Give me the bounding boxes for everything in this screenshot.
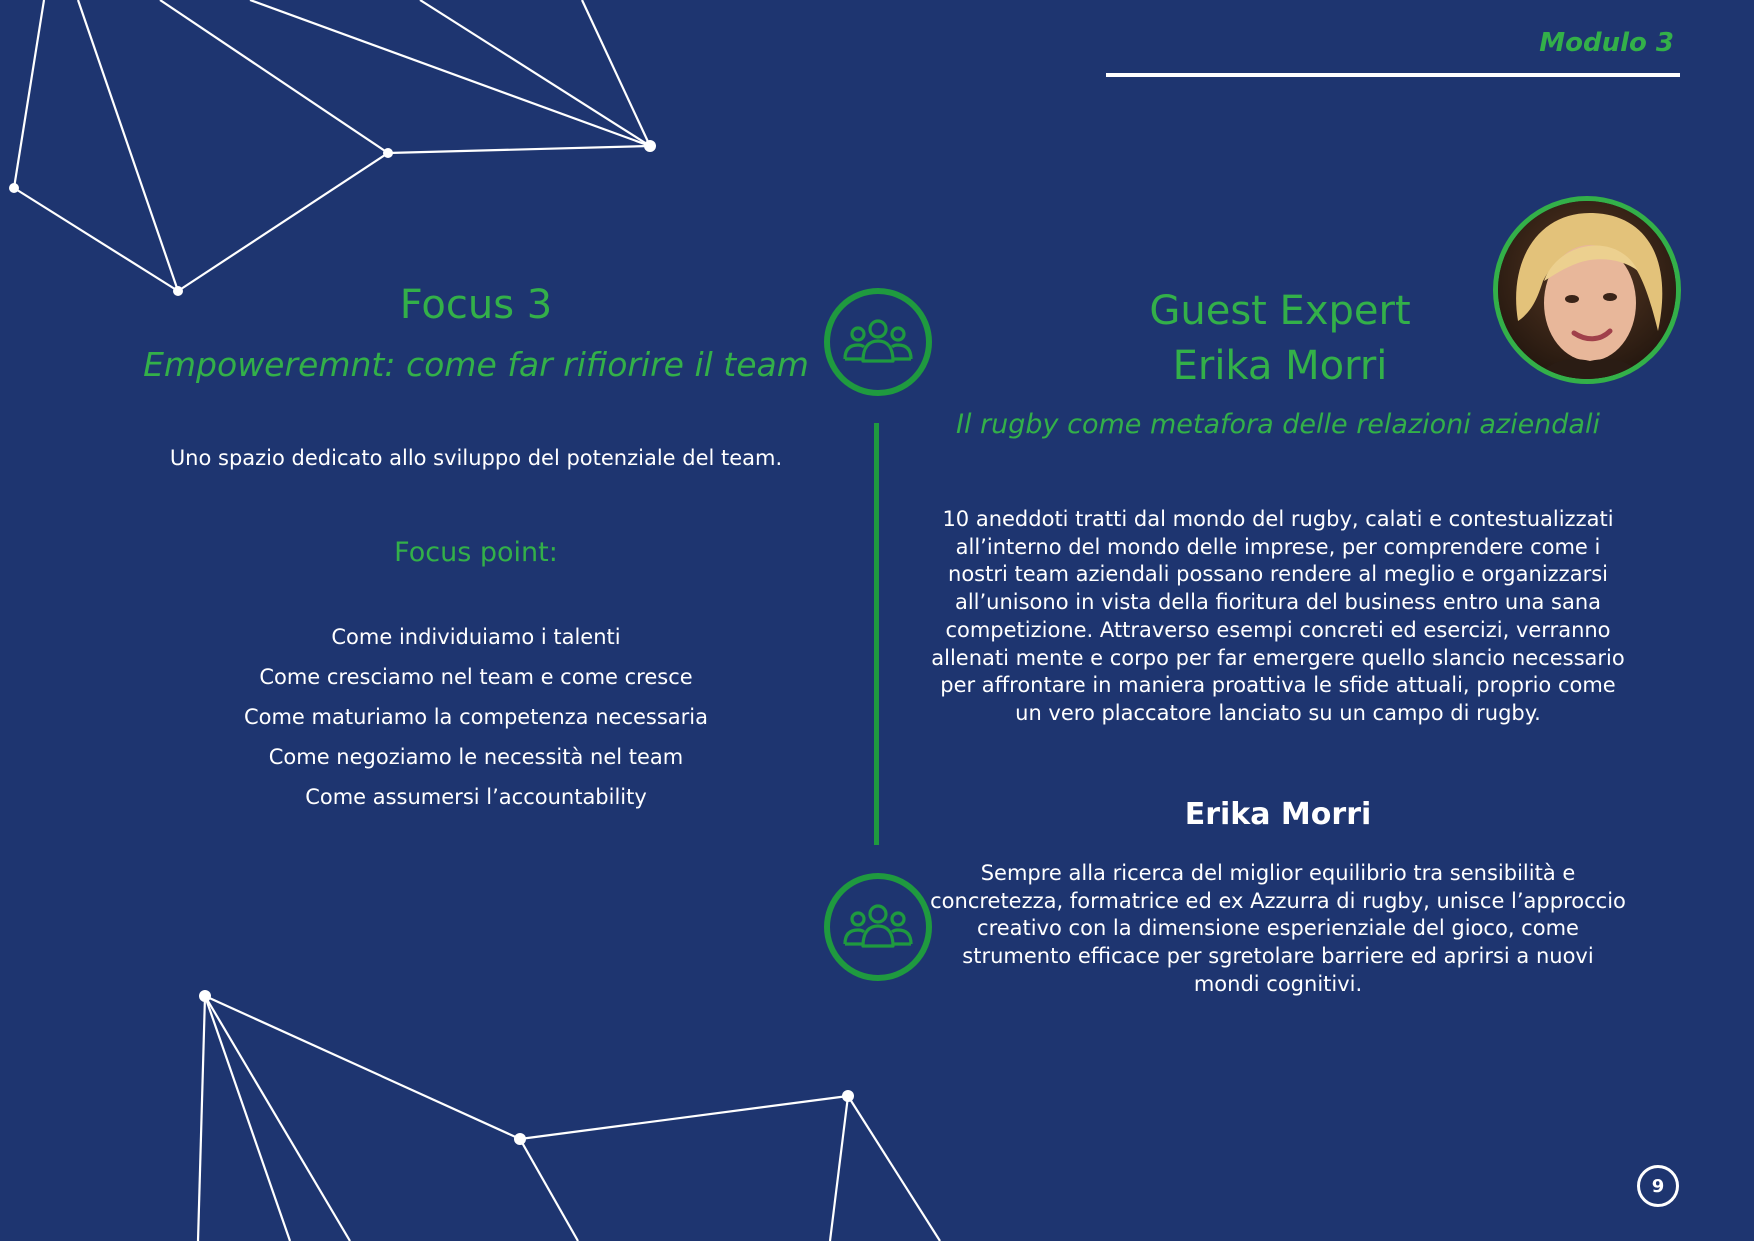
guest-name: Erika Morri (1172, 343, 1388, 389)
focus-points-list (100, 622, 852, 822)
list-item: Come individuiamo i talenti (331, 625, 621, 649)
list-item: Come negoziamo le necessità nel team (268, 745, 684, 769)
focus-points-title: Focus point: (394, 537, 558, 568)
team-icon-top (824, 288, 932, 396)
focus-subtitle: Empoweremnt: come far rifiorire il team (143, 345, 809, 384)
team-icon-bottom (824, 873, 932, 981)
guest-subtitle: Il rugby come metafora delle relazioni aziendali (956, 409, 1600, 440)
vertical-divider (874, 423, 879, 845)
portrait-image (1498, 201, 1676, 379)
expert-bio: Sempre alla ricerca del miglior equilibrio tra sensibilità e concretezza, formatrice ed ex Azzurra di rugby, unisce l’approccio creativo con la dimensione esperienziale del gioco, come strumento efficace per sgretolare barriere ed aprirsi a nuovi mondi cognitivi. (930, 861, 1626, 996)
page-number: 9 (1637, 1165, 1679, 1207)
expert-name: Erika Morri (1184, 797, 1372, 832)
guest-description: 10 aneddoti tratti dal mondo del rugby, calati e contestualizzati all’interno del mondo delle imprese, per comprendere come i nostri team aziendali possano rendere al meglio e organizzarsi all’unisono in vista della fioritura del business entro una sana competizione. Attraverso esempi concreti ed esercizi, verranno allenati mente e corpo per far emergere quello slancio necessario per affrontare in maniera proattiva le sfide attuali, proprio come un vero placcatore lanciato su un campo di rugby. (931, 507, 1625, 725)
avatar (1493, 196, 1681, 384)
module-label: Modulo 3 (1539, 28, 1674, 58)
focus-title: Focus 3 (399, 282, 553, 328)
list-item: Come maturiamo la competenza necessaria (243, 705, 709, 729)
team-icon (841, 902, 915, 952)
guest-title: Guest Expert (1149, 288, 1411, 334)
list-item: Come assumersi l’accountability (305, 785, 647, 809)
team-icon (841, 317, 915, 367)
header-rule (1106, 73, 1680, 77)
list-item: Come cresciamo nel team e come cresce (259, 665, 693, 689)
focus-description: Uno spazio dedicato allo sviluppo del potenziale del team. (169, 446, 783, 470)
